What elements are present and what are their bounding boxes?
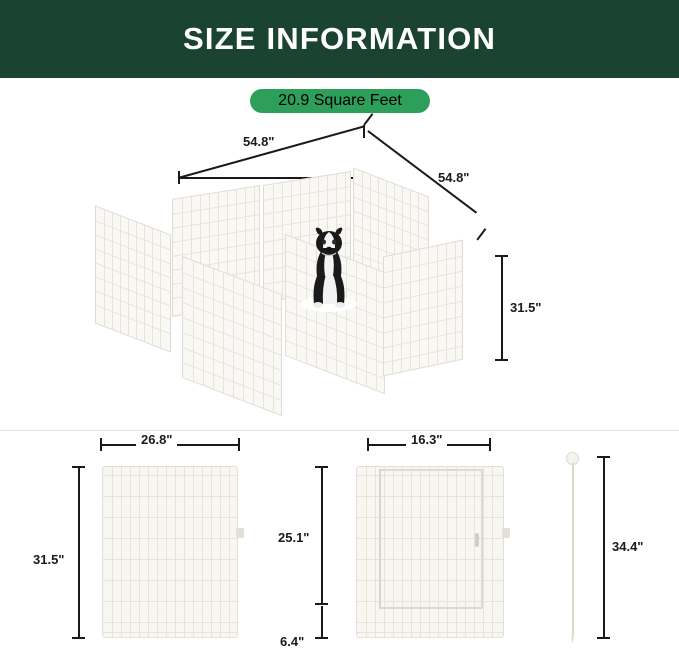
stake-height-cap-top [597, 456, 610, 458]
door-panel-connector [502, 528, 510, 538]
section-divider [0, 430, 679, 431]
page-title: SIZE INFORMATION [182, 21, 497, 56]
door-panel-width-label: 16.3" [406, 432, 447, 447]
door-panel-width-cap-left [367, 438, 369, 451]
page-header [0, 0, 679, 78]
stake-tip [571, 636, 575, 644]
wide-panel-height-line [78, 466, 80, 638]
wide-panel-connector [236, 528, 244, 538]
area-badge [250, 89, 430, 113]
wide-panel-width-label: 26.8" [136, 432, 177, 447]
dog-illustration [292, 220, 366, 320]
stake-shaft [572, 463, 575, 639]
door-panel [356, 466, 504, 638]
pen-height-label: 31.5" [510, 300, 542, 315]
door-height-label: 25.1" [278, 530, 310, 545]
door-height-line [321, 466, 323, 604]
door-panel-width-cap-right [489, 438, 491, 451]
wide-panel-width-cap-left [100, 438, 102, 451]
door-base-height-line [321, 606, 323, 638]
pen-height-cap-bottom [495, 359, 508, 361]
wide-panel-height-cap-bottom [72, 637, 85, 639]
pen-height-dim-line [501, 255, 503, 360]
pen-body [150, 120, 550, 450]
side-width-label: 54.8" [438, 170, 470, 185]
wide-panel-width-cap-right [238, 438, 240, 451]
door-hinge [379, 469, 381, 609]
door-base-cap-bottom [315, 637, 328, 639]
door-latch[interactable] [475, 533, 479, 547]
stake-height-line [603, 456, 605, 638]
door-opening[interactable] [379, 469, 483, 609]
wide-panel-height-cap-top [72, 466, 85, 468]
stake-height-cap-bottom [597, 637, 610, 639]
door-height-cap-mid [315, 603, 328, 605]
front-width-label: 54.8" [243, 134, 275, 149]
pen-panel-left-back [95, 205, 171, 352]
door-height-cap-top [315, 466, 328, 468]
door-base-height-label: 6.4" [280, 634, 305, 649]
pen-panel-right-front [383, 239, 463, 376]
wide-panel [102, 466, 238, 638]
stake-height-label: 34.4" [612, 539, 644, 554]
pen-height-cap-top [495, 255, 508, 257]
wide-panel-height-label: 31.5" [33, 552, 65, 567]
area-badge-label: 20.9 Square Feet [278, 92, 402, 109]
